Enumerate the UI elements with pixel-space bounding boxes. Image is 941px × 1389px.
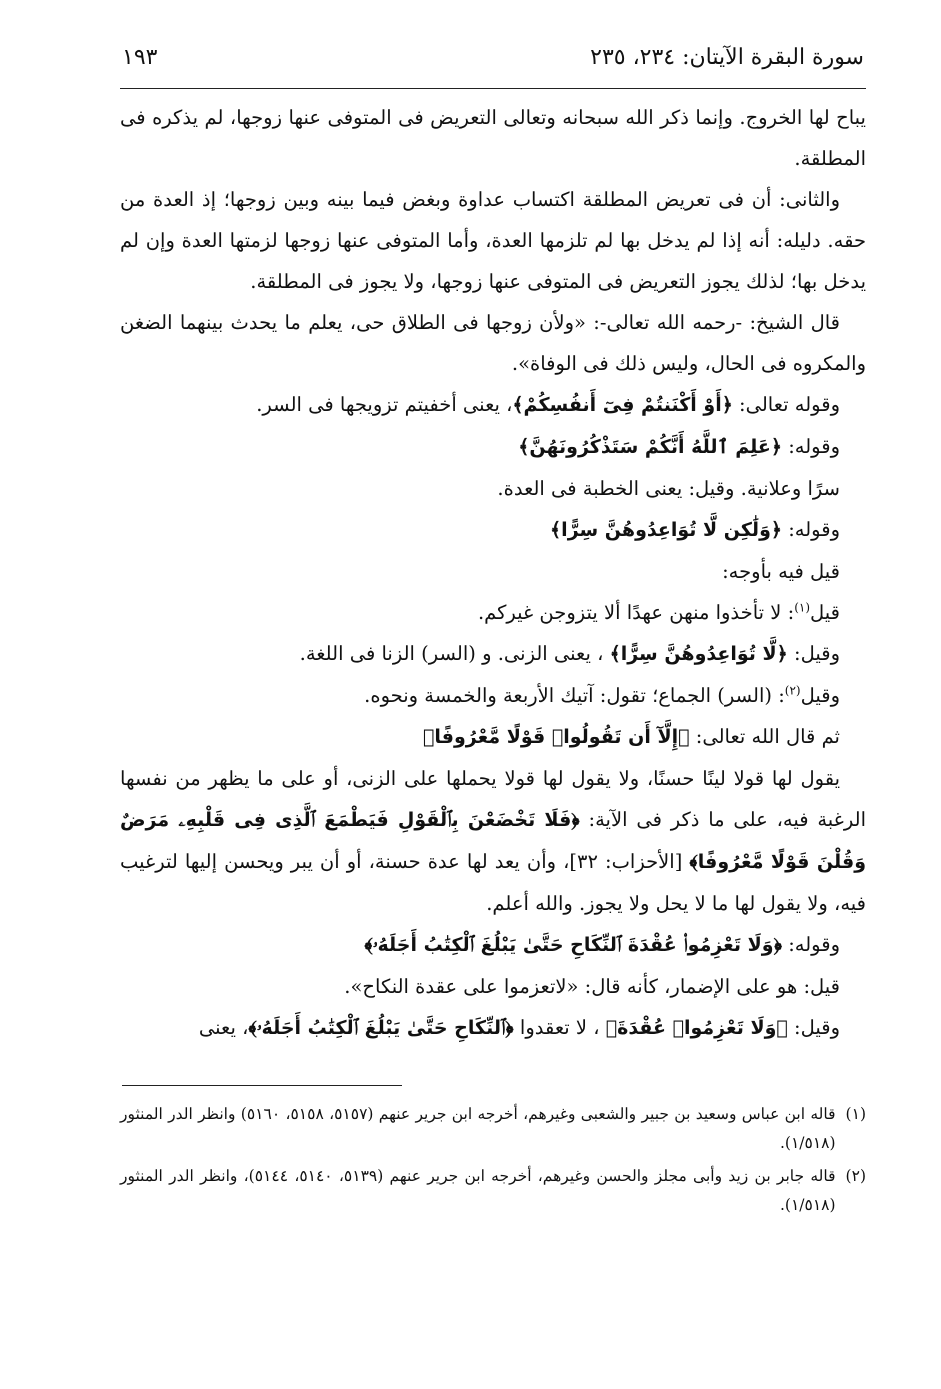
paragraph: والثانى: أن فى تعريض المطلقة اكتساب عداوة وبغض فيما بينه وبين زوجها؛ إذ العدة من حقه. دليله: أنه إذا لم يدخل بها لم تلزمها العدة، وأما المتوفى عنها زوجها لزمتها العدة وإن لم يدخل بها؛ لذلك يجوز التعريض فى المتوفى عنها زوجها، ولا يجوز فى المطلقة. xyxy=(120,188,866,293)
quran-verse: ﴿وَلَا تَعْزِمُوا۟ عُقْدَةَ﴾ xyxy=(605,1017,788,1039)
footnote-ref[interactable]: (١) xyxy=(794,600,811,615)
paragraph xyxy=(120,1007,866,1049)
footnote-text: قاله جابر بن زيد وأبى مجلز والحسن وغيرهم، أخرجه ابن جرير عنهم (٥١٣٩، ٥١٤٠، ٥١٤٤)، وانظر الدر المنثور (١/٥١٨). xyxy=(120,1167,836,1214)
paragraph xyxy=(120,924,866,966)
paragraph xyxy=(120,426,866,468)
paragraph: سرًا وعلانية. وقيل: يعنى الخطبة فى العدة. xyxy=(497,477,840,500)
paragraph xyxy=(120,675,866,716)
text-run: ثم قال الله تعالى: xyxy=(689,725,840,748)
footnote-number: (٢) xyxy=(845,1167,866,1185)
paragraph xyxy=(120,758,866,924)
quran-verse: ﴿إِلَّآ أَن تَقُولُوا۟ قَوْلًا مَّعْرُوفًا﴾ xyxy=(423,726,690,748)
paragraph xyxy=(120,592,866,633)
paragraph: قال الشيخ: -رحمه الله تعالى-: «ولأن زوجها فى الطلاق حى، يعلم ما يحدث بينهما الضغن والمكروه فى الحال، وليس ذلك فى الوفاة». xyxy=(120,311,866,375)
footnote-number: (١) xyxy=(845,1105,866,1123)
footnote-ref[interactable]: (٢) xyxy=(784,683,801,698)
paragraph xyxy=(120,716,866,758)
footnote xyxy=(120,1100,866,1158)
quran-verse: ﴿وَلَٰكِن لَّا تُوَاعِدُوهُنَّ سِرًّا﴾ xyxy=(550,519,783,541)
text-run: وقوله: xyxy=(782,518,840,541)
running-title: سورة البقرة الآيتان: ٢٣٤، ٢٣٥ xyxy=(590,45,864,70)
paragraph: قيل فيه بأوجه: xyxy=(722,560,840,583)
footnote-text: قاله ابن عباس وسعيد بن جبير والشعبى وغيرهم، أخرجه ابن جرير عنهم (٥١٥٧، ٥١٥٨، ٥١٦٠) وانظر الدر المنثور (١/٥١٨). xyxy=(120,1105,836,1152)
paragraph xyxy=(120,384,866,426)
text-run: قيل xyxy=(810,601,840,624)
text-run: وقوله: xyxy=(782,435,840,458)
text-run: ، يعنى الزنى. و (السر) الزنا فى اللغة. xyxy=(299,642,610,665)
quran-verse: ﴿ٱلنِّكَاحِ حَتَّىٰ يَبْلُغَ ٱلْكِتَٰبُ أَجَلَهُۥ﴾ xyxy=(248,1017,514,1039)
text-run: ، يعنى xyxy=(198,1016,249,1039)
paragraph xyxy=(120,509,866,551)
footnote xyxy=(120,1162,866,1220)
text-run: وقوله: xyxy=(782,933,840,956)
text-run: ، لا تعقدوا xyxy=(513,1016,606,1039)
main-text xyxy=(120,97,866,1049)
paragraph: قيل: هو على الإضمار، كأنه قال: «لاتعزموا على عقدة النكاح». xyxy=(344,975,840,998)
quran-verse: ﴿وَلَا تَعْزِمُوا۟ عُقْدَةَ ٱلنِّكَاحِ حَتَّىٰ يَبْلُغَ ٱلْكِتَٰبُ أَجَلَهُۥ﴾ xyxy=(364,934,783,956)
book-page xyxy=(120,40,866,1224)
footnote-separator xyxy=(122,1085,402,1086)
quran-verse: ﴿فَلَا تَخْضَعْنَ بِٱلْقَوْلِ فَيَطْمَعَ ٱلَّذِى فِى قَلْبِهِۦ مَرَضٌ وَقُلْنَ قَوْلًا مَّعْرُوفًا﴾ xyxy=(120,809,867,873)
paragraph: يباح لها الخروج. وإنما ذكر الله سبحانه وتعالى التعريض فى المتوفى عنها زوجها، لم يذكره فى المطلقة. xyxy=(120,106,866,170)
quran-verse: ﴿عَلِمَ ٱللَّهُ أَنَّكُمْ سَتَذْكُرُونَهُنَّ﴾ xyxy=(518,436,783,458)
text-run: يقول لها قولا لينًا حسنًا، ولا يقول لها قولا يحملها على الزنى، أو على ما يظهر من نفسها الرغبة فيه، على ما ذكر فى الآية: xyxy=(120,767,866,831)
footnotes xyxy=(120,1100,866,1220)
text-run: : لا تأخذوا منهن عهدًا ألا يتزوجن غيركم. xyxy=(477,601,795,624)
text-run: وقيل: xyxy=(787,642,840,665)
page-number: ١٩٣ xyxy=(122,45,158,70)
running-header xyxy=(120,40,866,89)
quran-verse: ﴿لَّا تُوَاعِدُوهُنَّ سِرًّا﴾ xyxy=(609,643,788,665)
footnote-separator-wrap xyxy=(120,1049,866,1086)
text-run: : (السر) الجماع؛ تقول: آتيك الأربعة والخمسة ونحوه. xyxy=(364,684,785,707)
text-run: وقيل xyxy=(800,684,840,707)
text-run: وقيل: xyxy=(787,1016,840,1039)
text-run: ، يعنى أخفيتم تزويجها فى السر. xyxy=(256,393,513,416)
paragraph xyxy=(120,633,866,675)
quran-verse: ﴿أَوْ أَكْنَنتُمْ فِىٓ أَنفُسِكُمْ﴾ xyxy=(512,394,733,416)
text-run: [الأحزاب: ٣٢]، وأن يعد لها عدة حسنة، أو أن يبر ويحسن إليها لترغيب فيه، ولا يقول لها ما لا يحل ولا يجوز. والله أعلم. xyxy=(120,850,866,915)
text-run: وقوله تعالى: xyxy=(732,393,840,416)
